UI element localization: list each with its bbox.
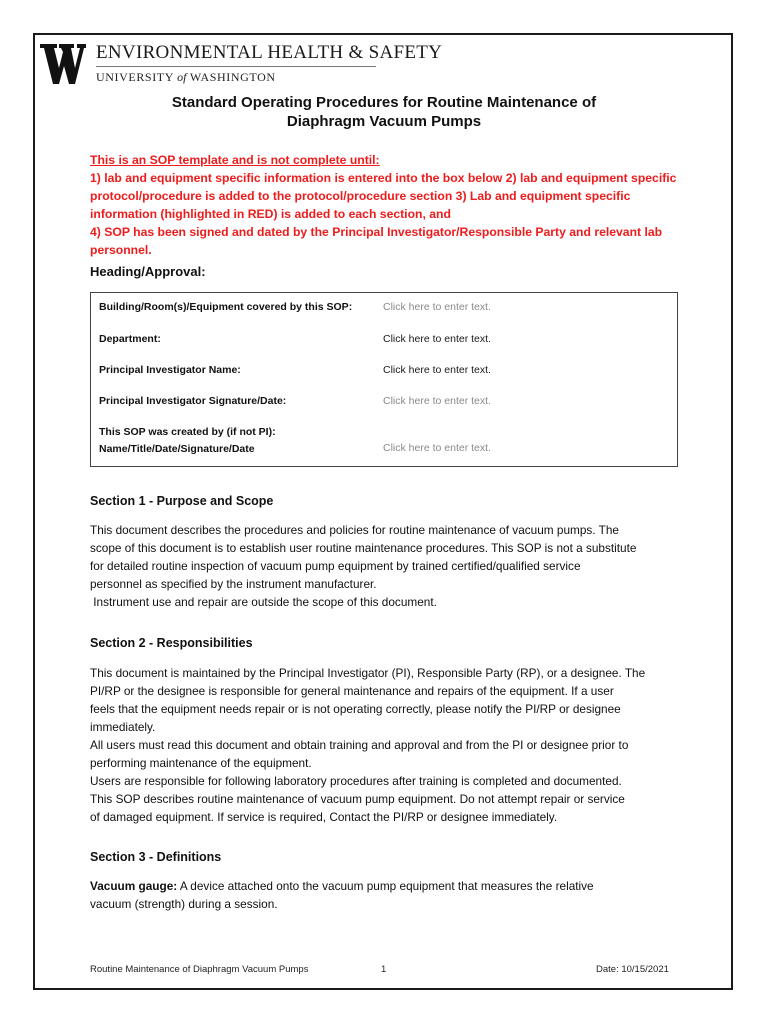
row-label-pi-name: Principal Investigator Name: bbox=[99, 364, 241, 376]
section-3-body: Vacuum gauge: A device attached onto the vacuum pump equipment that measures the relative vacuum (strength) during a session. bbox=[90, 879, 594, 911]
section-2-body: This document is maintained by the Principal Investigator (PI), Responsible Party (RP), or a designee. The PI/RP or the designee is responsible for general maintenance and repairs of the equipment. If a user feels that the equipment needs repair or is not operating correctly, please notify the PI/RP or designee immediately. All users must read this document and obtain training and approval and from the PI or designee prior to performing maintenance of the equipment. Users are responsible for following laboratory procedures after training is completed and documented. This SOP describes routine maintenance of vacuum pump equipment. Do not attempt repair or service of damaged equipment. If service is required, Contact the PI/RP or designee immediately. bbox=[90, 666, 646, 824]
notice-line: personnel. bbox=[90, 243, 152, 257]
field-department[interactable]: Click here to enter text. bbox=[383, 333, 491, 345]
university-name: UNIVERSITY of WASHINGTON bbox=[96, 70, 276, 84]
field-pi-name[interactable]: Click here to enter text. bbox=[383, 364, 491, 376]
org-title: ENVIRONMENTAL HEALTH & SAFETY bbox=[96, 42, 443, 63]
footer-doc-name: Routine Maintenance of Diaphragm Vacuum Pumps bbox=[90, 964, 309, 975]
section-1-heading: Section 1 - Purpose and Scope bbox=[90, 494, 274, 508]
row-label-pi-signature: Principal Investigator Signature/Date: bbox=[99, 395, 287, 407]
notice-heading: This is an SOP template and is not complete until: bbox=[90, 153, 380, 167]
footer-page-number: 1 bbox=[381, 964, 387, 975]
definition-term: Vacuum gauge: bbox=[90, 879, 178, 893]
section-2-heading: Section 2 - Responsibilities bbox=[90, 636, 253, 650]
field-created-by[interactable]: Click here to enter text. bbox=[383, 442, 491, 454]
template-notice bbox=[90, 151, 690, 259]
row-label-created-by: This SOP was created by (if not PI): Name/Title/Date/Signature/Date bbox=[99, 426, 276, 455]
field-pi-signature[interactable]: Click here to enter text. bbox=[383, 395, 491, 407]
field-building[interactable]: Click here to enter text. bbox=[383, 301, 491, 313]
section-1-body: This document describes the procedures and policies for routine maintenance of vacuum pumps. The scope of this document is to establish user routine maintenance procedures. This SOP is not a substitute for detailed routine inspection of vacuum pump equipment by trained certified/qualified service personnel as specified by the instrument manufacturer. Instrument use and repair are outside the scope of this document. bbox=[90, 523, 637, 609]
notice-line: information (highlighted in RED) is added to each section, and bbox=[90, 207, 451, 221]
row-label-department: Department: bbox=[99, 333, 161, 345]
footer-date: Date: 10/15/2021 bbox=[596, 964, 669, 975]
approval-table bbox=[90, 292, 678, 467]
section-3-heading: Section 3 - Definitions bbox=[90, 850, 222, 864]
header-rule bbox=[96, 66, 376, 67]
row-label-building: Building/Room(s)/Equipment covered by this SOP: bbox=[99, 301, 353, 313]
notice-line: protocol/procedure is added to the protocol/procedure section 3) Lab and equipment specific bbox=[90, 189, 631, 203]
approval-heading: Heading/Approval: bbox=[90, 264, 206, 279]
notice-line: 4) SOP has been signed and dated by the Principal Investigator/Responsible Party and relevant lab bbox=[90, 225, 663, 239]
uw-w-logo bbox=[40, 44, 86, 84]
notice-line: 1) lab and equipment specific information is entered into the box below 2) lab and equipment specific bbox=[90, 171, 677, 185]
page-title: Standard Operating Procedures for Routine Maintenance of Diaphragm Vacuum Pumps bbox=[171, 94, 597, 130]
